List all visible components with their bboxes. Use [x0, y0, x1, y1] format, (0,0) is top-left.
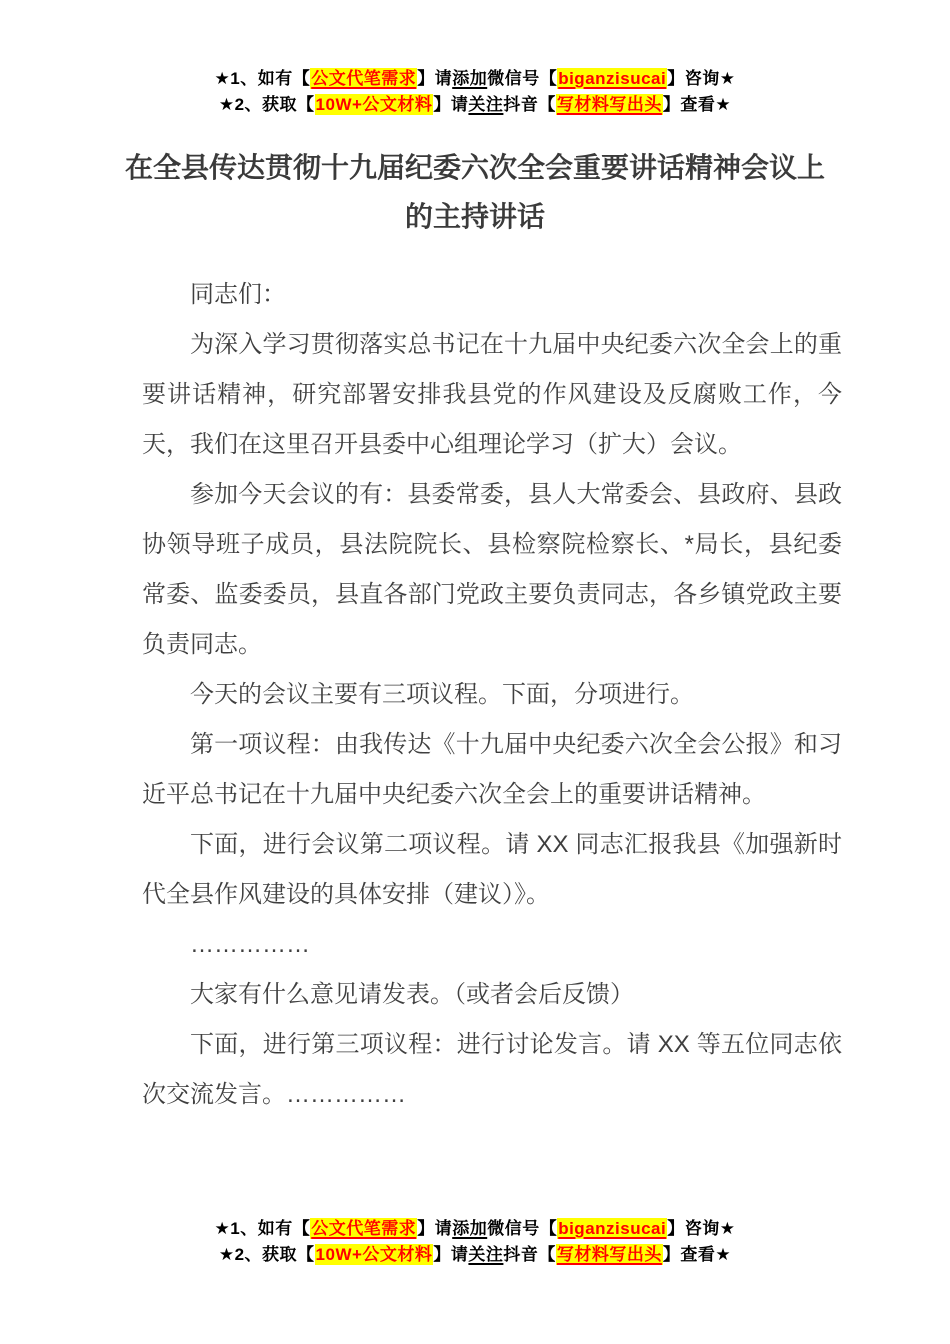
- promo-segment: ★1、如有【: [214, 1219, 311, 1238]
- promo-segment: 10W+公文材料: [315, 95, 433, 114]
- body-paragraph: 下面，进行第三项议程：进行讨论发言。请 XX 等五位同志依次交流发言。……………: [142, 1031, 842, 1108]
- body-paragraph: 同志们：: [190, 281, 286, 308]
- promo-segment: 添加: [452, 69, 488, 88]
- header-promo-line-2: [0, 92, 950, 118]
- promo-segment: 】查看★: [662, 1245, 732, 1264]
- promo-segment: 公文代笔需求: [311, 69, 417, 88]
- body-paragraph: 下面，进行会议第二项议程。请 XX 同志汇报我县《加强新时代全县作风建设的具体安排（建议）》。: [142, 831, 842, 908]
- promo-segment: ★2、获取【: [218, 1245, 315, 1264]
- promo-segment: 写材料写出头: [556, 95, 662, 114]
- body-paragraph: 参加今天会议的有：县委常委，县人大常委会、县政府、县政协领导班子成员，县法院院长、县检察院检察长、*局长，县纪委常委、监委委员，县直各部门党政主要负责同志，各乡镇党政主要负责同志。: [142, 481, 842, 658]
- promo-segment: 抖音【: [503, 1245, 556, 1264]
- footer-promo-line-1: [0, 1216, 950, 1242]
- promo-segment: ★2、获取【: [218, 95, 315, 114]
- body-paragraph: 大家有什么意见请发表。（或者会后反馈）: [190, 981, 634, 1008]
- body-paragraph: 今天的会议主要有三项议程。下面，分项进行。: [190, 681, 694, 708]
- body-paragraph: ……………: [190, 931, 310, 958]
- promo-segment: 关注: [468, 1245, 504, 1264]
- footer-promo: [0, 1216, 950, 1268]
- promo-segment: 添加: [452, 1219, 488, 1238]
- promo-segment: 】请: [417, 69, 453, 88]
- promo-segment: 】请: [433, 95, 469, 114]
- document-title: 在全县传达贯彻十九届纪委六次全会重要讲话精神会议上的主持讲话: [124, 152, 825, 232]
- header-promo-line-1: [0, 66, 950, 92]
- promo-segment: ★1、如有【: [214, 69, 311, 88]
- promo-segment: 】请: [417, 1219, 453, 1238]
- promo-segment: 关注: [468, 95, 504, 114]
- promo-segment: 写材料写出头: [556, 1245, 662, 1264]
- promo-segment: 微信号【: [487, 69, 558, 88]
- body-paragraph: 为深入学习贯彻落实总书记在十九届中央纪委六次全会上的重要讲话精神，研究部署安排我县党的作风建设及反腐败工作，今天，我们在这里召开县委中心组理论学习（扩大）会议。: [142, 331, 842, 458]
- footer-promo-line-2: [0, 1242, 950, 1268]
- promo-segment: 公文代笔需求: [311, 1219, 417, 1238]
- promo-segment: 微信号【: [487, 1219, 558, 1238]
- promo-segment: biganzisucai: [558, 69, 667, 88]
- promo-segment: 】咨询★: [667, 69, 736, 88]
- promo-segment: biganzisucai: [558, 1219, 667, 1238]
- promo-segment: 】咨询★: [667, 1219, 736, 1238]
- promo-segment: 10W+公文材料: [315, 1245, 433, 1264]
- promo-segment: 抖音【: [503, 95, 556, 114]
- header-promo: [0, 66, 950, 118]
- promo-segment: 】查看★: [662, 95, 732, 114]
- body-paragraph: 第一项议程：由我传达《十九届中央纪委六次全会公报》和习近平总书记在十九届中央纪委六次全会上的重要讲话精神。: [142, 731, 842, 808]
- document-body: [142, 270, 842, 1120]
- promo-segment: 】请: [433, 1245, 469, 1264]
